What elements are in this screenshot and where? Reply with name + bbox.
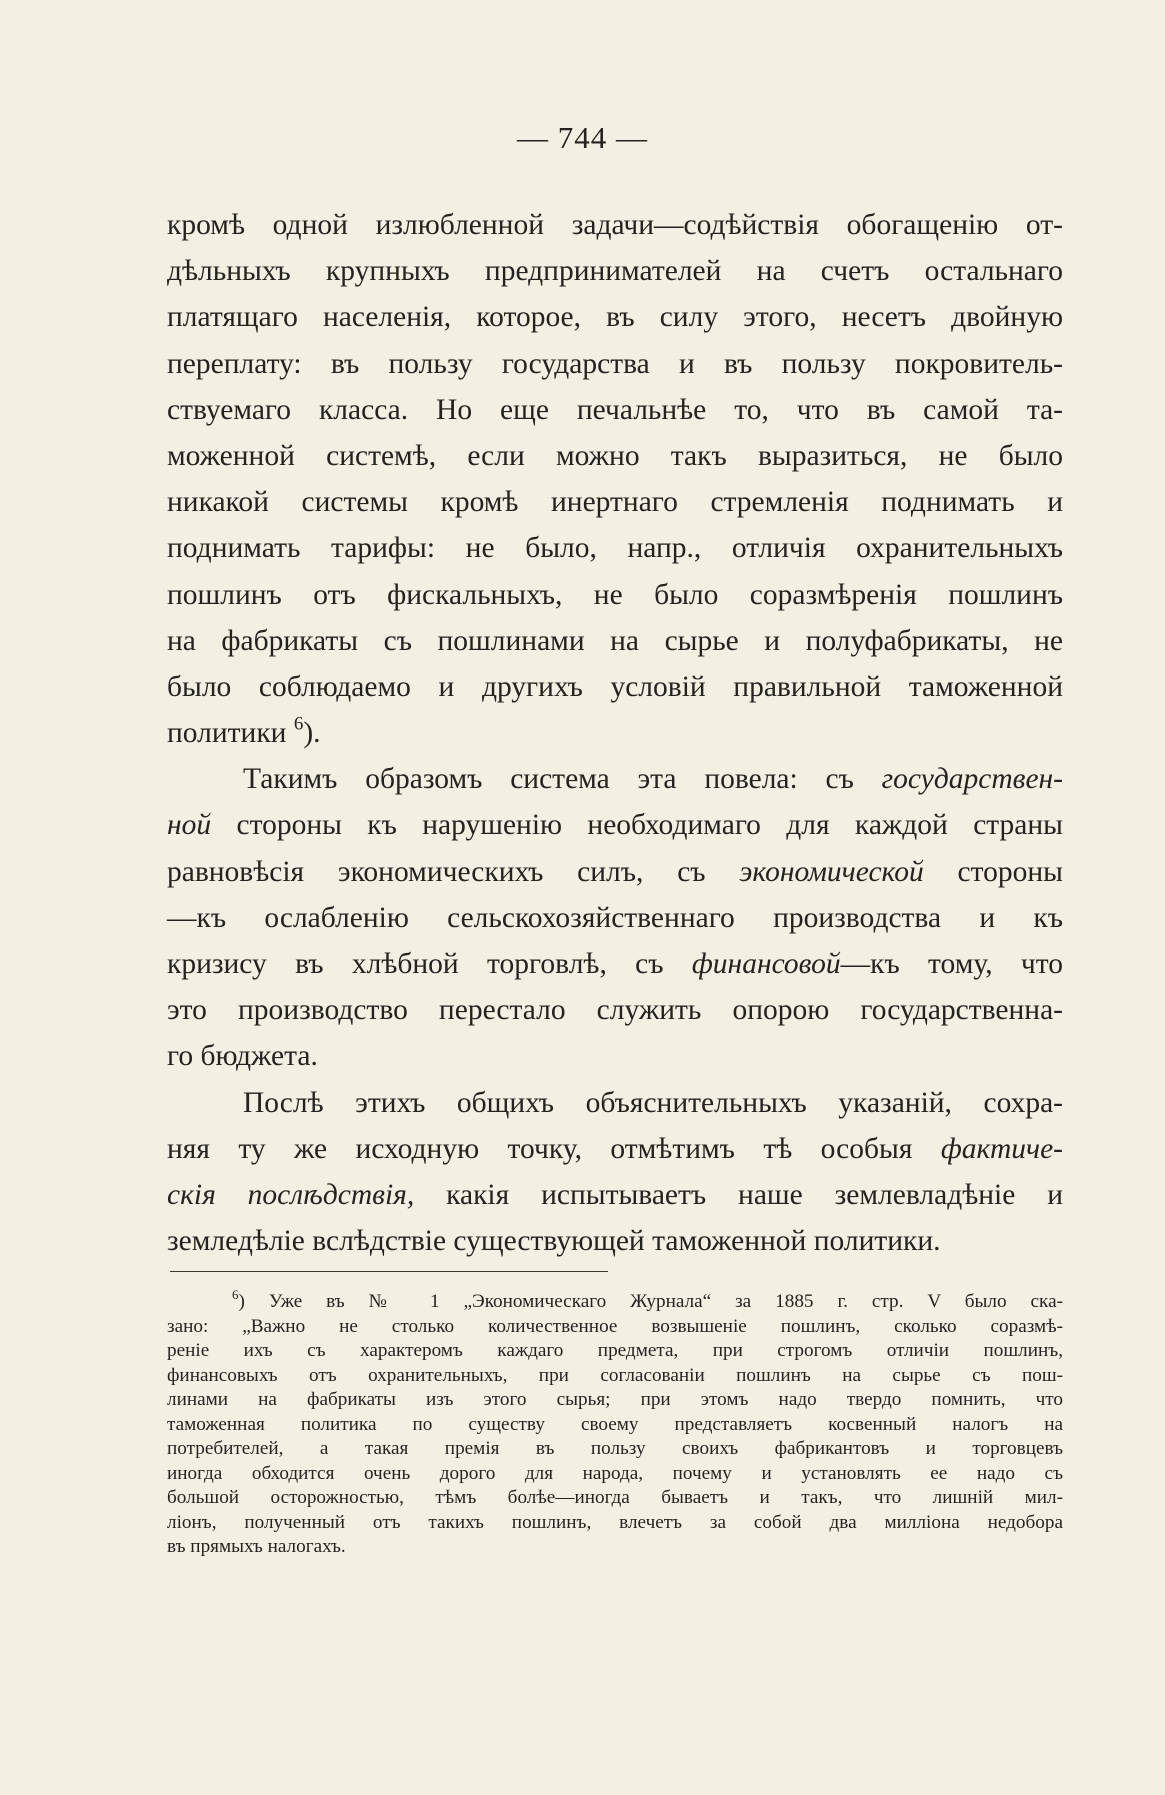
footnote-line: таможенная политика по существу своему представляетъ косвенный налогъ на — [167, 1413, 1063, 1435]
footnote-line: финансовыхъ отъ охранительныхъ, при согласованіи пошлинъ на сырье съ пош- — [167, 1364, 1063, 1386]
text-line: было соблюдаемо и другихъ условій правильной таможенной — [167, 670, 1063, 703]
footnote-line: реніе ихъ съ характеромъ каждаго предмета, при строгомъ отличіи пошлинъ, — [167, 1340, 1063, 1361]
footnote-mark: 6 — [232, 1287, 239, 1303]
text-line: скія послѣдствія, какія испытываетъ наше землевладѣніе и — [167, 1178, 1063, 1211]
italic-emphasis: фактиче- — [940, 1132, 1063, 1165]
text-line: няя ту же исходную точку, отмѣтимъ тѣ особыя фактиче- — [167, 1132, 1063, 1165]
text-line: дѣльныхъ крупныхъ предпринимателей на счетъ остальнаго — [167, 255, 1063, 288]
italic-emphasis: экономической — [739, 855, 924, 888]
text-line: Послѣ этихъ общихъ объяснительныхъ указаній, сохра- — [243, 1086, 1063, 1119]
text-line: никакой системы кромѣ инертнаго стремленія поднимать и — [167, 486, 1063, 519]
text-line: пошлинъ отъ фискальныхъ, не было соразмѣренія пошлинъ — [167, 578, 1063, 611]
text-line: платящаго населенія, которое, въ силу этого, несетъ двойную — [167, 301, 1063, 334]
italic-emphasis: скія послѣдствія, — [167, 1178, 415, 1211]
text-line: политики $^6$). — [167, 713, 321, 750]
text-line: равновѣсія экономическихъ силъ, съ экономической стороны — [167, 855, 1063, 888]
footnote-line: ліонъ, полученный отъ такихъ пошлинъ, влечетъ за собой два милліона недобора — [167, 1511, 1063, 1533]
footnote-line: иногда обходится очень дорого для народа, почему и установлять ее надо съ — [167, 1462, 1063, 1484]
italic-emphasis: ной — [167, 809, 212, 842]
text-line: го бюджета. — [167, 1040, 318, 1073]
text-line: на фабрикаты съ пошлинами на сырье и полуфабрикаты, не — [167, 624, 1063, 657]
text-line: кромѣ одной излюбленной задачи—содѣйствія обогащенію от- — [167, 209, 1063, 241]
text-line: —къ ослабленію сельскохозяйственнаго производства и къ — [167, 901, 1063, 934]
text-line: это производство перестало служить опорою государственна- — [167, 994, 1063, 1027]
footnote-block — [167, 1287, 1063, 1560]
text-line: переплату: въ пользу государства и въ пользу покровитель- — [167, 347, 1063, 380]
main-text — [167, 202, 1063, 1264]
footnote-line: въ прямыхъ налогахъ. — [167, 1536, 346, 1557]
text-line: Такимъ образомъ система эта повела: съ государствен- — [243, 763, 1063, 796]
footnote-divider — [170, 1271, 608, 1272]
text-line: поднимать тарифы: не было, напр., отличія охранительныхъ — [167, 532, 1063, 565]
italic-emphasis: финансовой — [691, 948, 841, 980]
text-line: моженной системѣ, если можно такъ выразиться, не было — [167, 439, 1063, 472]
text-line: кризису въ хлѣбной торговлѣ, съ финансовой—къ тому, что — [167, 948, 1063, 980]
text-line: земледѣліе вслѣдствіе существующей таможенной политики. — [167, 1225, 941, 1258]
footnote-line: потребителей, а такая премія въ пользу своихъ фабрикантовъ и торговцевъ — [167, 1438, 1063, 1459]
text-line: ствуемаго класса. Но еще печальнѣе то, что въ самой та- — [167, 393, 1063, 426]
italic-emphasis: государствен- — [881, 763, 1063, 796]
footnote-line: зано: „Важно не столько количественное возвышеніе пошлинъ, сколько соразмѣ- — [167, 1315, 1063, 1337]
footnote-line: линами на фабрикаты изъ этого сырья; при этомъ надо твердо помнить, что — [167, 1389, 1063, 1410]
footnote-mark: 6 — [293, 713, 304, 735]
text-line: ной стороны къ нарушенію необходимаго для каждой страны — [167, 809, 1063, 842]
footnote-line: большой осторожностью, тѣмъ болѣе—иногда бываетъ и такъ, что лишній мил- — [167, 1487, 1063, 1508]
page-number: — 744 — — [517, 120, 648, 155]
footnote-line: $^6$) Уже въ № 1 „Экономическаго Журнала“ за 1885 г. стр. V было ска- — [232, 1287, 1063, 1312]
